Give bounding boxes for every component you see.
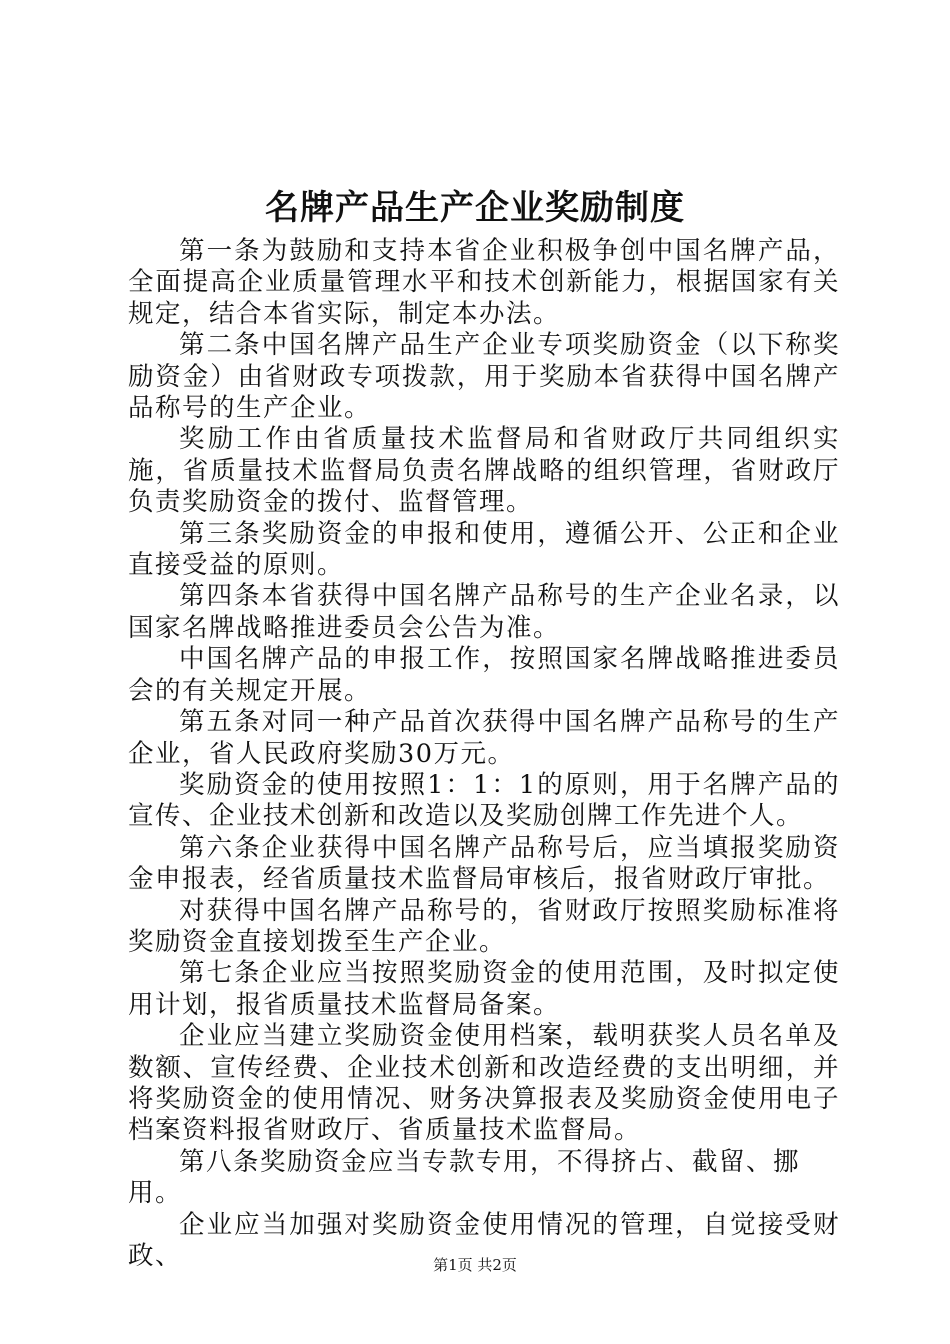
paragraph-article-7: 第七条企业应当按照奖励资金的使用范围，及时拟定使用计划，报省质量技术监督局备案。: [128, 958, 840, 1020]
paragraph-article-5: 第五条对同一种产品首次获得中国名牌产品称号的生产企业，省人民政府奖励30万元。: [128, 707, 840, 769]
paragraph-article-6: 第六条企业获得中国名牌产品称号后，应当填报奖励资金申报表，经省质量技术监督局审核后，报省财政厅审批。: [128, 832, 840, 895]
paragraph-article-5-usage: 奖励资金的使用按照1：1：1的原则，用于名牌产品的宣传、企业技术创新和改造以及奖励创牌工作先进个人。: [128, 769, 840, 832]
paragraph-article-8: 第八条奖励资金应当专款专用，不得挤占、截留、挪用。: [128, 1146, 801, 1209]
paragraph-article-7-archive: 企业应当建立奖励资金使用档案，载明获奖人员名单及数额、宣传经费、企业技术创新和改造经费的支出明细，并将奖励资金的使用情况、财务决算报表及奖励资金使用电子档案资料报省财政厅、省质量技术监督局。: [128, 1021, 840, 1146]
page-footer: 第1页 共2页: [433, 1256, 517, 1274]
paragraph-article-2: 第二条中国名牌产品生产企业专项奖励资金（以下称奖励资金）由省财政专项拨款，用于奖励本省获得中国名牌产品称号的生产企业。: [128, 330, 840, 424]
document-title: 名牌产品生产企业奖励制度: [265, 188, 685, 228]
paragraph-article-4: 第四条本省获得中国名牌产品称号的生产企业名录，以国家名牌战略推进委员会公告为准。: [128, 581, 840, 643]
paragraph-article-8-supervision: 企业应当加强对奖励资金使用情况的管理，自觉接受财政、: [128, 1209, 840, 1271]
paragraph-article-3: 第三条奖励资金的申报和使用，遵循公开、公正和企业直接受益的原则。: [128, 518, 840, 581]
paragraph-article-1: 第一条为鼓励和支持本省企业积极争创中国名牌产品，全面提高企业质量管理水平和技术创新能力，根据国家有关规定，结合本省实际，制定本办法。: [128, 236, 840, 329]
paragraph-article-6-transfer: 对获得中国名牌产品称号的，省财政厅按照奖励标准将奖励资金直接划拨至生产企业。: [128, 895, 840, 957]
paragraph-article-2-implementation: 奖励工作由省质量技术监督局和省财政厅共同组织实施，省质量技术监督局负责名牌战略的组织管理，省财政厅负责奖励资金的拨付、监督管理。: [128, 424, 840, 518]
paragraph-article-4-application: 中国名牌产品的申报工作，按照国家名牌战略推进委员会的有关规定开展。: [128, 644, 840, 706]
document-body: [128, 236, 840, 1272]
